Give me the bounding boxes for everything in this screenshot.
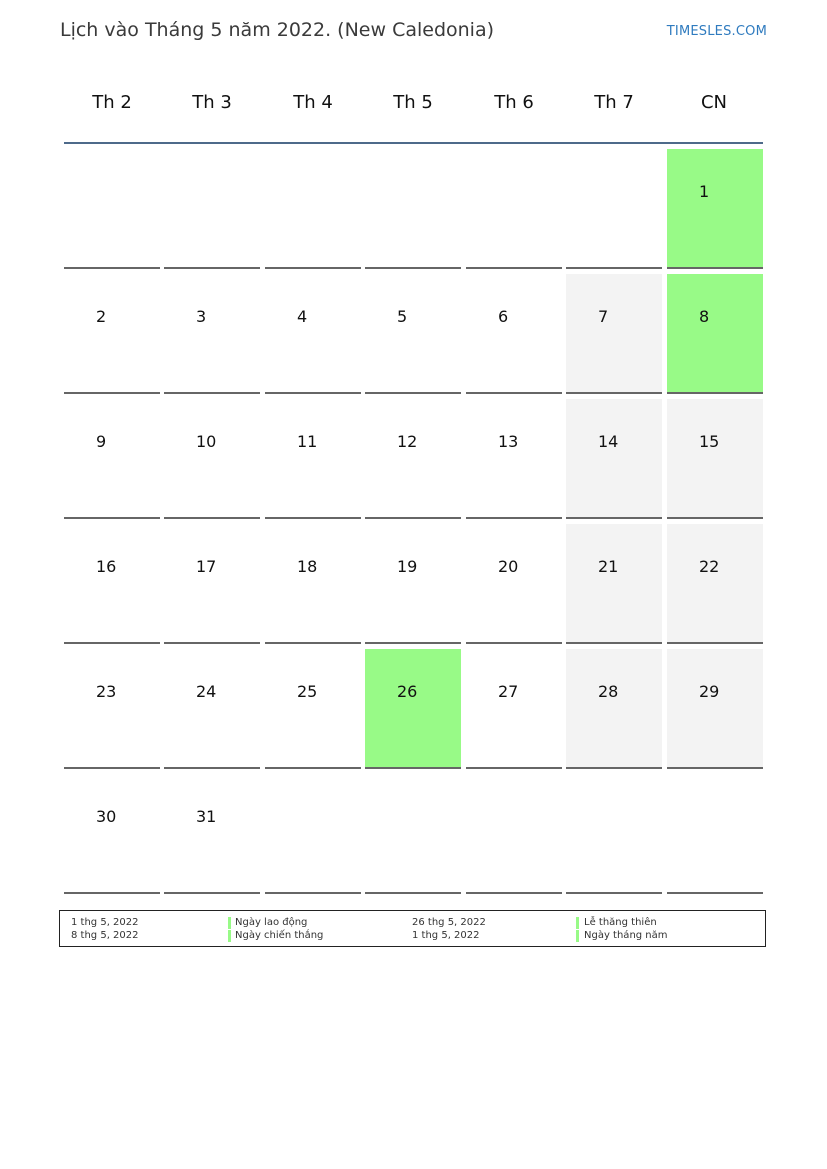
weekday-label: Th 4 — [293, 92, 333, 113]
page-title: Lịch vào Tháng 5 năm 2022. (New Caledonia) — [60, 19, 495, 41]
legend-date: 1 thg 5, 2022 — [412, 930, 480, 941]
day-cell — [466, 649, 562, 769]
empty-day-cell — [265, 774, 361, 894]
day-cell — [566, 524, 662, 644]
day-number: 25 — [297, 682, 318, 701]
empty-day-cell — [566, 149, 662, 269]
day-number: 9 — [96, 432, 107, 451]
day-number: 11 — [297, 432, 318, 451]
day-number: 7 — [598, 307, 609, 326]
day-number: 31 — [196, 807, 217, 826]
day-number: 4 — [297, 307, 308, 326]
empty-day-cell — [164, 149, 260, 269]
day-number: 2 — [96, 307, 107, 326]
day-cell — [466, 524, 562, 644]
legend-holiday-name: Ngày tháng năm — [584, 930, 668, 941]
day-number: 5 — [397, 307, 408, 326]
day-number: 29 — [699, 682, 720, 701]
weekday-label: Th 5 — [393, 92, 433, 113]
day-cell — [64, 274, 160, 394]
weekday-label: CN — [700, 92, 728, 113]
weekday-label: Th 7 — [594, 92, 634, 113]
holiday-legend — [59, 910, 766, 947]
day-number: 26 — [397, 682, 418, 701]
day-cell — [566, 274, 662, 394]
empty-day-cell — [466, 149, 562, 269]
day-number: 10 — [196, 432, 217, 451]
day-cell — [164, 774, 260, 894]
day-number: 13 — [498, 432, 519, 451]
day-number: 15 — [699, 432, 720, 451]
legend-color-marker — [228, 930, 231, 942]
empty-day-cell — [566, 774, 662, 894]
day-number: 22 — [699, 557, 720, 576]
header-divider — [64, 142, 763, 144]
day-number: 23 — [96, 682, 117, 701]
day-number: 27 — [498, 682, 519, 701]
day-number: 20 — [498, 557, 519, 576]
day-cell — [365, 524, 461, 644]
day-number: 24 — [196, 682, 217, 701]
empty-day-cell — [466, 774, 562, 894]
day-number: 17 — [196, 557, 217, 576]
day-number: 16 — [96, 557, 117, 576]
legend-date: 8 thg 5, 2022 — [71, 930, 139, 941]
day-cell — [566, 399, 662, 519]
day-cell — [466, 274, 562, 394]
day-cell — [667, 274, 763, 394]
day-cell — [667, 399, 763, 519]
weekday-label: Th 3 — [192, 92, 232, 113]
day-number: 3 — [196, 307, 207, 326]
legend-holiday-name: Ngày lao động — [235, 917, 308, 928]
day-number: 8 — [699, 307, 710, 326]
day-cell — [64, 774, 160, 894]
empty-day-cell — [365, 774, 461, 894]
day-cell — [164, 524, 260, 644]
day-cell — [667, 149, 763, 269]
weekday-label: Th 2 — [92, 92, 132, 113]
legend-date: 26 thg 5, 2022 — [412, 917, 486, 928]
empty-day-cell — [365, 149, 461, 269]
day-number: 14 — [598, 432, 619, 451]
day-cell — [64, 399, 160, 519]
legend-date: 1 thg 5, 2022 — [71, 917, 139, 928]
day-cell — [265, 274, 361, 394]
day-number: 28 — [598, 682, 619, 701]
day-number: 6 — [498, 307, 509, 326]
day-cell — [466, 399, 562, 519]
calendar-grid — [64, 149, 764, 895]
legend-holiday-name: Ngày chiến thắng — [235, 930, 324, 941]
day-cell — [64, 524, 160, 644]
weekday-label: Th 6 — [494, 92, 534, 113]
day-cell — [566, 649, 662, 769]
day-cell — [164, 274, 260, 394]
empty-day-cell — [64, 149, 160, 269]
day-cell — [265, 649, 361, 769]
day-number: 30 — [96, 807, 117, 826]
day-cell — [265, 524, 361, 644]
day-number: 21 — [598, 557, 619, 576]
day-number: 1 — [699, 182, 710, 201]
weekday-header — [62, 92, 765, 116]
day-cell — [265, 399, 361, 519]
day-cell — [164, 649, 260, 769]
legend-color-marker — [576, 930, 579, 942]
day-number: 18 — [297, 557, 318, 576]
legend-color-marker — [576, 917, 579, 929]
day-cell — [667, 649, 763, 769]
legend-color-marker — [228, 917, 231, 929]
day-cell — [365, 399, 461, 519]
day-cell — [64, 649, 160, 769]
day-number: 12 — [397, 432, 418, 451]
day-number: 19 — [397, 557, 418, 576]
day-cell — [365, 649, 461, 769]
empty-day-cell — [265, 149, 361, 269]
brand-link[interactable]: TIMESLES.COM — [666, 24, 767, 39]
day-cell — [365, 274, 461, 394]
empty-day-cell — [667, 774, 763, 894]
legend-holiday-name: Lễ thăng thiên — [584, 917, 657, 928]
day-cell — [667, 524, 763, 644]
day-cell — [164, 399, 260, 519]
